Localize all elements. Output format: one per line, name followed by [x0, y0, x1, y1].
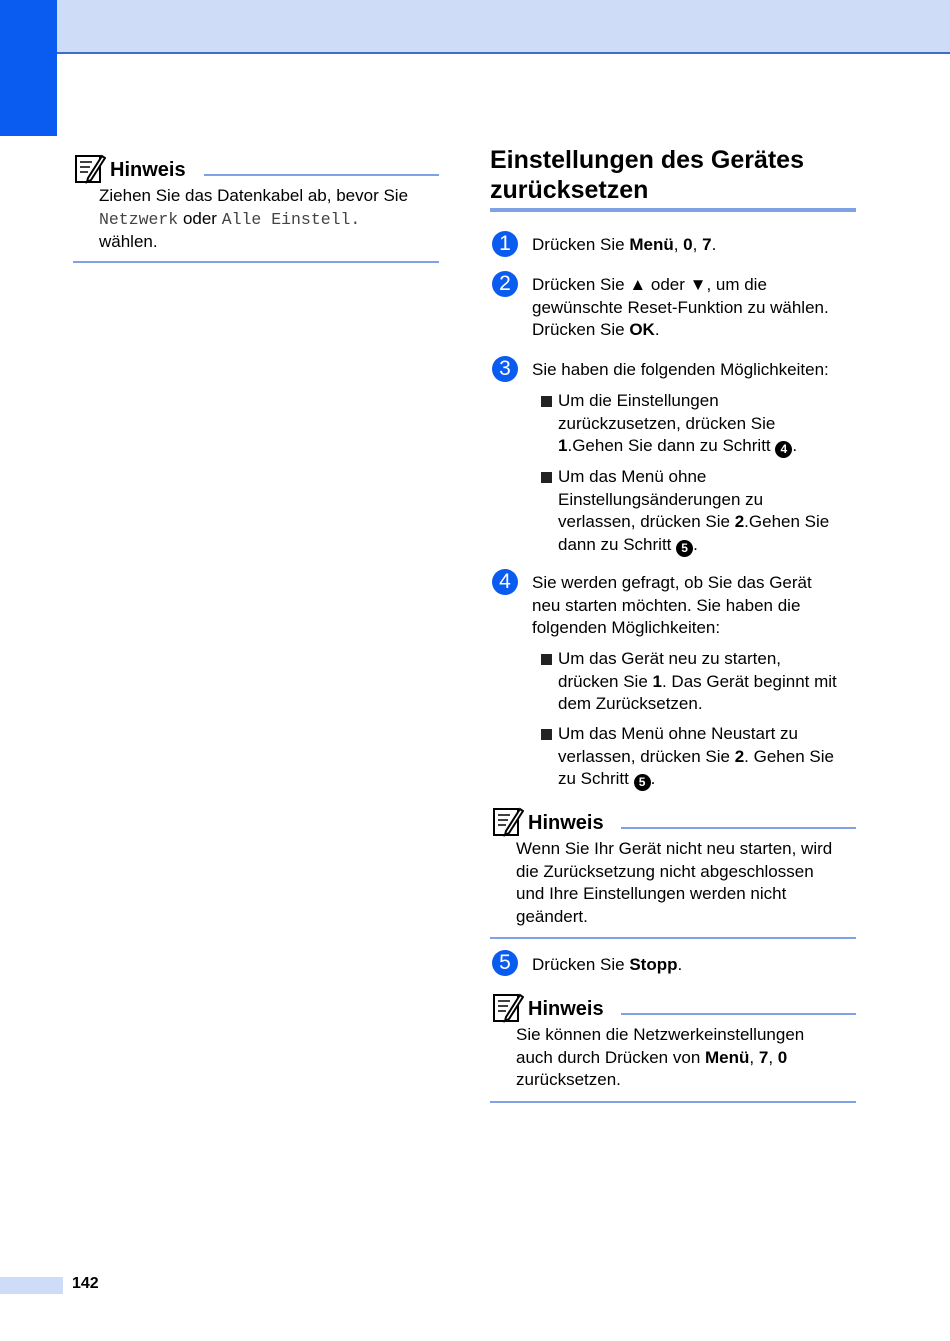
note-header-rule — [621, 1013, 856, 1015]
list-item: Um das Menü ohne Einstellungsänderungen zu verlassen, drücken Sie 2.Gehen Sie dann zu Schritt 5 . — [558, 467, 830, 555]
note-body: Ziehen Sie das Datenkabel ab, bevor Sie Netzwerk oder Alle Einstell. wählen. — [99, 186, 409, 251]
bullet-marker — [541, 654, 552, 665]
step-number: 5 — [492, 950, 518, 976]
bullet-marker — [541, 396, 552, 407]
note-header-rule — [204, 174, 439, 176]
note-body: Sie können die Netzwerkeinstellungen auch durch Drücken von Menü, 7, 0 zurücksetzen. — [516, 1025, 805, 1089]
section-heading: Einstellungen des Gerätes zurücksetzen — [490, 146, 804, 204]
note-pencil-icon — [74, 152, 106, 184]
list-item: Um das Gerät neu zu starten, drücken Sie 1. Das Gerät beginnt mit dem Zurücksetzen. — [558, 649, 837, 713]
page-number: 142 — [72, 1275, 99, 1292]
note-title: Hinweis — [528, 812, 604, 834]
step-number: 4 — [492, 569, 518, 595]
step-number: 3 — [492, 356, 518, 382]
list-item: Um das Menü ohne Neustart zu verlassen, drücken Sie 2. Gehen Sie zu Schritt 5 . — [558, 724, 834, 789]
step-ref-badge: 4 — [775, 441, 792, 458]
step-number: 1 — [492, 231, 518, 257]
note-end-rule — [73, 261, 439, 263]
note-title: Hinweis — [110, 159, 186, 181]
note-header — [492, 805, 858, 839]
step-text: Sie haben die folgenden Möglichkeiten: — [532, 360, 829, 379]
heading-rule — [490, 208, 856, 212]
list-item: Um die Einstellungen zurückzusetzen, drücken Sie 1.Gehen Sie dann zu Schritt 4 . — [558, 391, 798, 456]
step-text: Sie werden gefragt, ob Sie das Gerät neu starten möchten. Sie haben die folgenden Möglichkeiten: — [532, 573, 812, 637]
header-band — [0, 0, 950, 54]
footer-band — [0, 1277, 63, 1294]
note-pencil-icon — [492, 805, 524, 837]
bullet-marker — [541, 472, 552, 483]
step-number: 2 — [492, 271, 518, 297]
note-end-rule — [490, 937, 856, 939]
note-body: Wenn Sie Ihr Gerät nicht neu starten, wird die Zurücksetzung nicht abgeschlossen und Ihre Einstellungen werden nicht geändert. — [516, 839, 833, 926]
note-header-rule — [621, 827, 856, 829]
note-end-rule — [490, 1101, 856, 1103]
step-text: Drücken Sie ▲ oder ▼, um die gewünschte Reset-Funktion zu wählen. Drücken Sie OK. — [532, 275, 829, 339]
note-title: Hinweis — [528, 998, 604, 1020]
step-ref-badge: 5 — [676, 540, 693, 557]
step-ref-badge: 5 — [634, 774, 651, 791]
step-text: Drücken Sie Menü, 0, 7. — [532, 235, 717, 254]
note-pencil-icon — [492, 991, 524, 1023]
bullet-marker — [541, 729, 552, 740]
step-text: Drücken Sie Stopp. — [532, 955, 683, 974]
note-header — [492, 991, 858, 1025]
chapter-tab — [0, 0, 57, 136]
note-header — [74, 152, 440, 186]
